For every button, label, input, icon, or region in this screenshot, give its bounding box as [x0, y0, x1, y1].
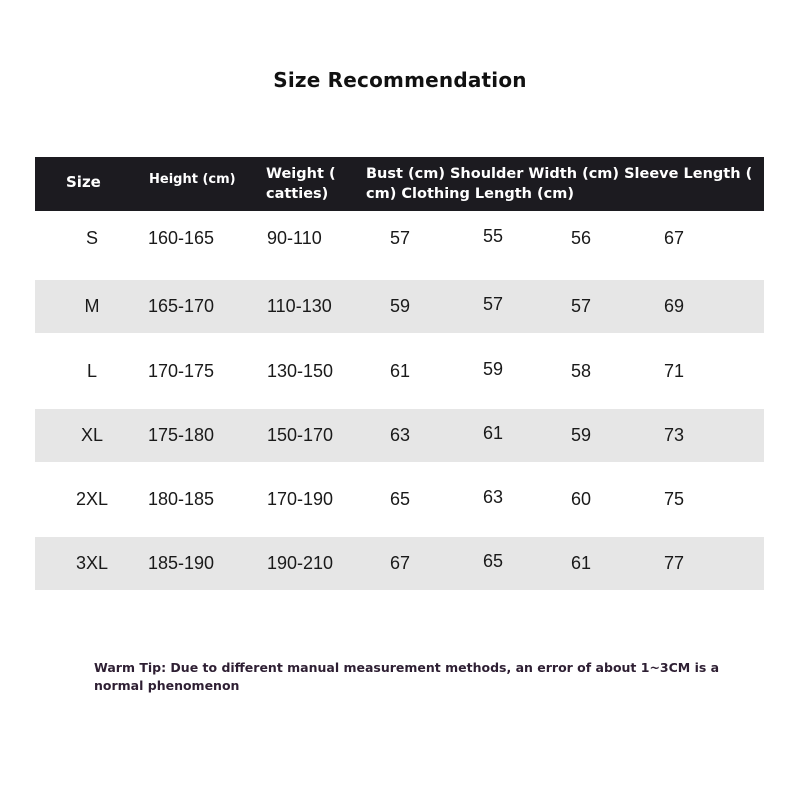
clothing-length-cell: 77 [664, 553, 685, 573]
shoulder-cell: 65 [483, 551, 504, 571]
size-cell: L [86, 361, 97, 381]
page-title: Size Recommendation [273, 68, 527, 92]
size-cell: 3XL [75, 553, 109, 573]
sleeve-cell: 59 [571, 425, 592, 445]
table-row [35, 212, 764, 265]
sleeve-cell: 60 [571, 489, 592, 509]
shoulder-cell: 59 [483, 359, 504, 379]
table-row [35, 473, 764, 526]
weight-cell: 130-150 [267, 361, 334, 381]
table-row [35, 345, 764, 398]
weight-cell: 150-170 [267, 425, 334, 445]
shoulder-cell: 57 [483, 294, 504, 314]
size-cell: 2XL [75, 489, 109, 509]
size-cell: S [85, 228, 98, 248]
clothing-length-cell: 69 [664, 296, 685, 316]
weight-cell: 110-130 [267, 296, 332, 316]
height-cell: 170-175 [148, 361, 215, 381]
clothing-length-cell: 73 [664, 425, 685, 445]
height-cell: 175-180 [148, 425, 215, 445]
clothing-length-cell: 75 [664, 489, 685, 509]
size-cell: M [84, 296, 100, 316]
height-cell: 165-170 [148, 296, 215, 316]
clothing-length-cell: 71 [664, 361, 685, 381]
weight-cell: 90-110 [267, 228, 322, 248]
table-row [35, 537, 764, 590]
bust-cell: 65 [390, 489, 411, 509]
header-size: Size [66, 173, 101, 191]
bust-cell: 63 [390, 425, 411, 445]
height-cell: 185-190 [148, 553, 215, 573]
clothing-length-cell: 67 [664, 228, 685, 248]
header-measurements: Bust (cm) Shoulder Width (cm) Sleeve Length ( cm) Clothing Length (cm) [366, 166, 753, 202]
weight-cell: 170-190 [267, 489, 334, 509]
shoulder-cell: 61 [483, 423, 504, 443]
warm-tip-note: Warm Tip: Due to different manual measurement methods, an error of about 1~3CM is a normal phenomenon [94, 660, 720, 693]
bust-cell: 57 [390, 228, 411, 248]
table-row [35, 280, 764, 333]
size-table-header [35, 157, 764, 211]
sleeve-cell: 58 [571, 361, 592, 381]
bust-cell: 67 [390, 553, 411, 573]
height-cell: 160-165 [148, 228, 215, 248]
size-cell: XL [80, 425, 104, 445]
shoulder-cell: 63 [483, 487, 504, 507]
header-weight: Weight ( catties) [266, 166, 336, 202]
shoulder-cell: 55 [483, 226, 504, 246]
sleeve-cell: 57 [571, 296, 592, 316]
sleeve-cell: 56 [571, 228, 592, 248]
bust-cell: 59 [390, 296, 411, 316]
height-cell: 180-185 [148, 489, 215, 509]
bust-cell: 61 [390, 361, 411, 381]
weight-cell: 190-210 [267, 553, 334, 573]
table-row [35, 409, 764, 462]
header-height: Height (cm) [149, 172, 236, 187]
sleeve-cell: 61 [571, 553, 592, 573]
